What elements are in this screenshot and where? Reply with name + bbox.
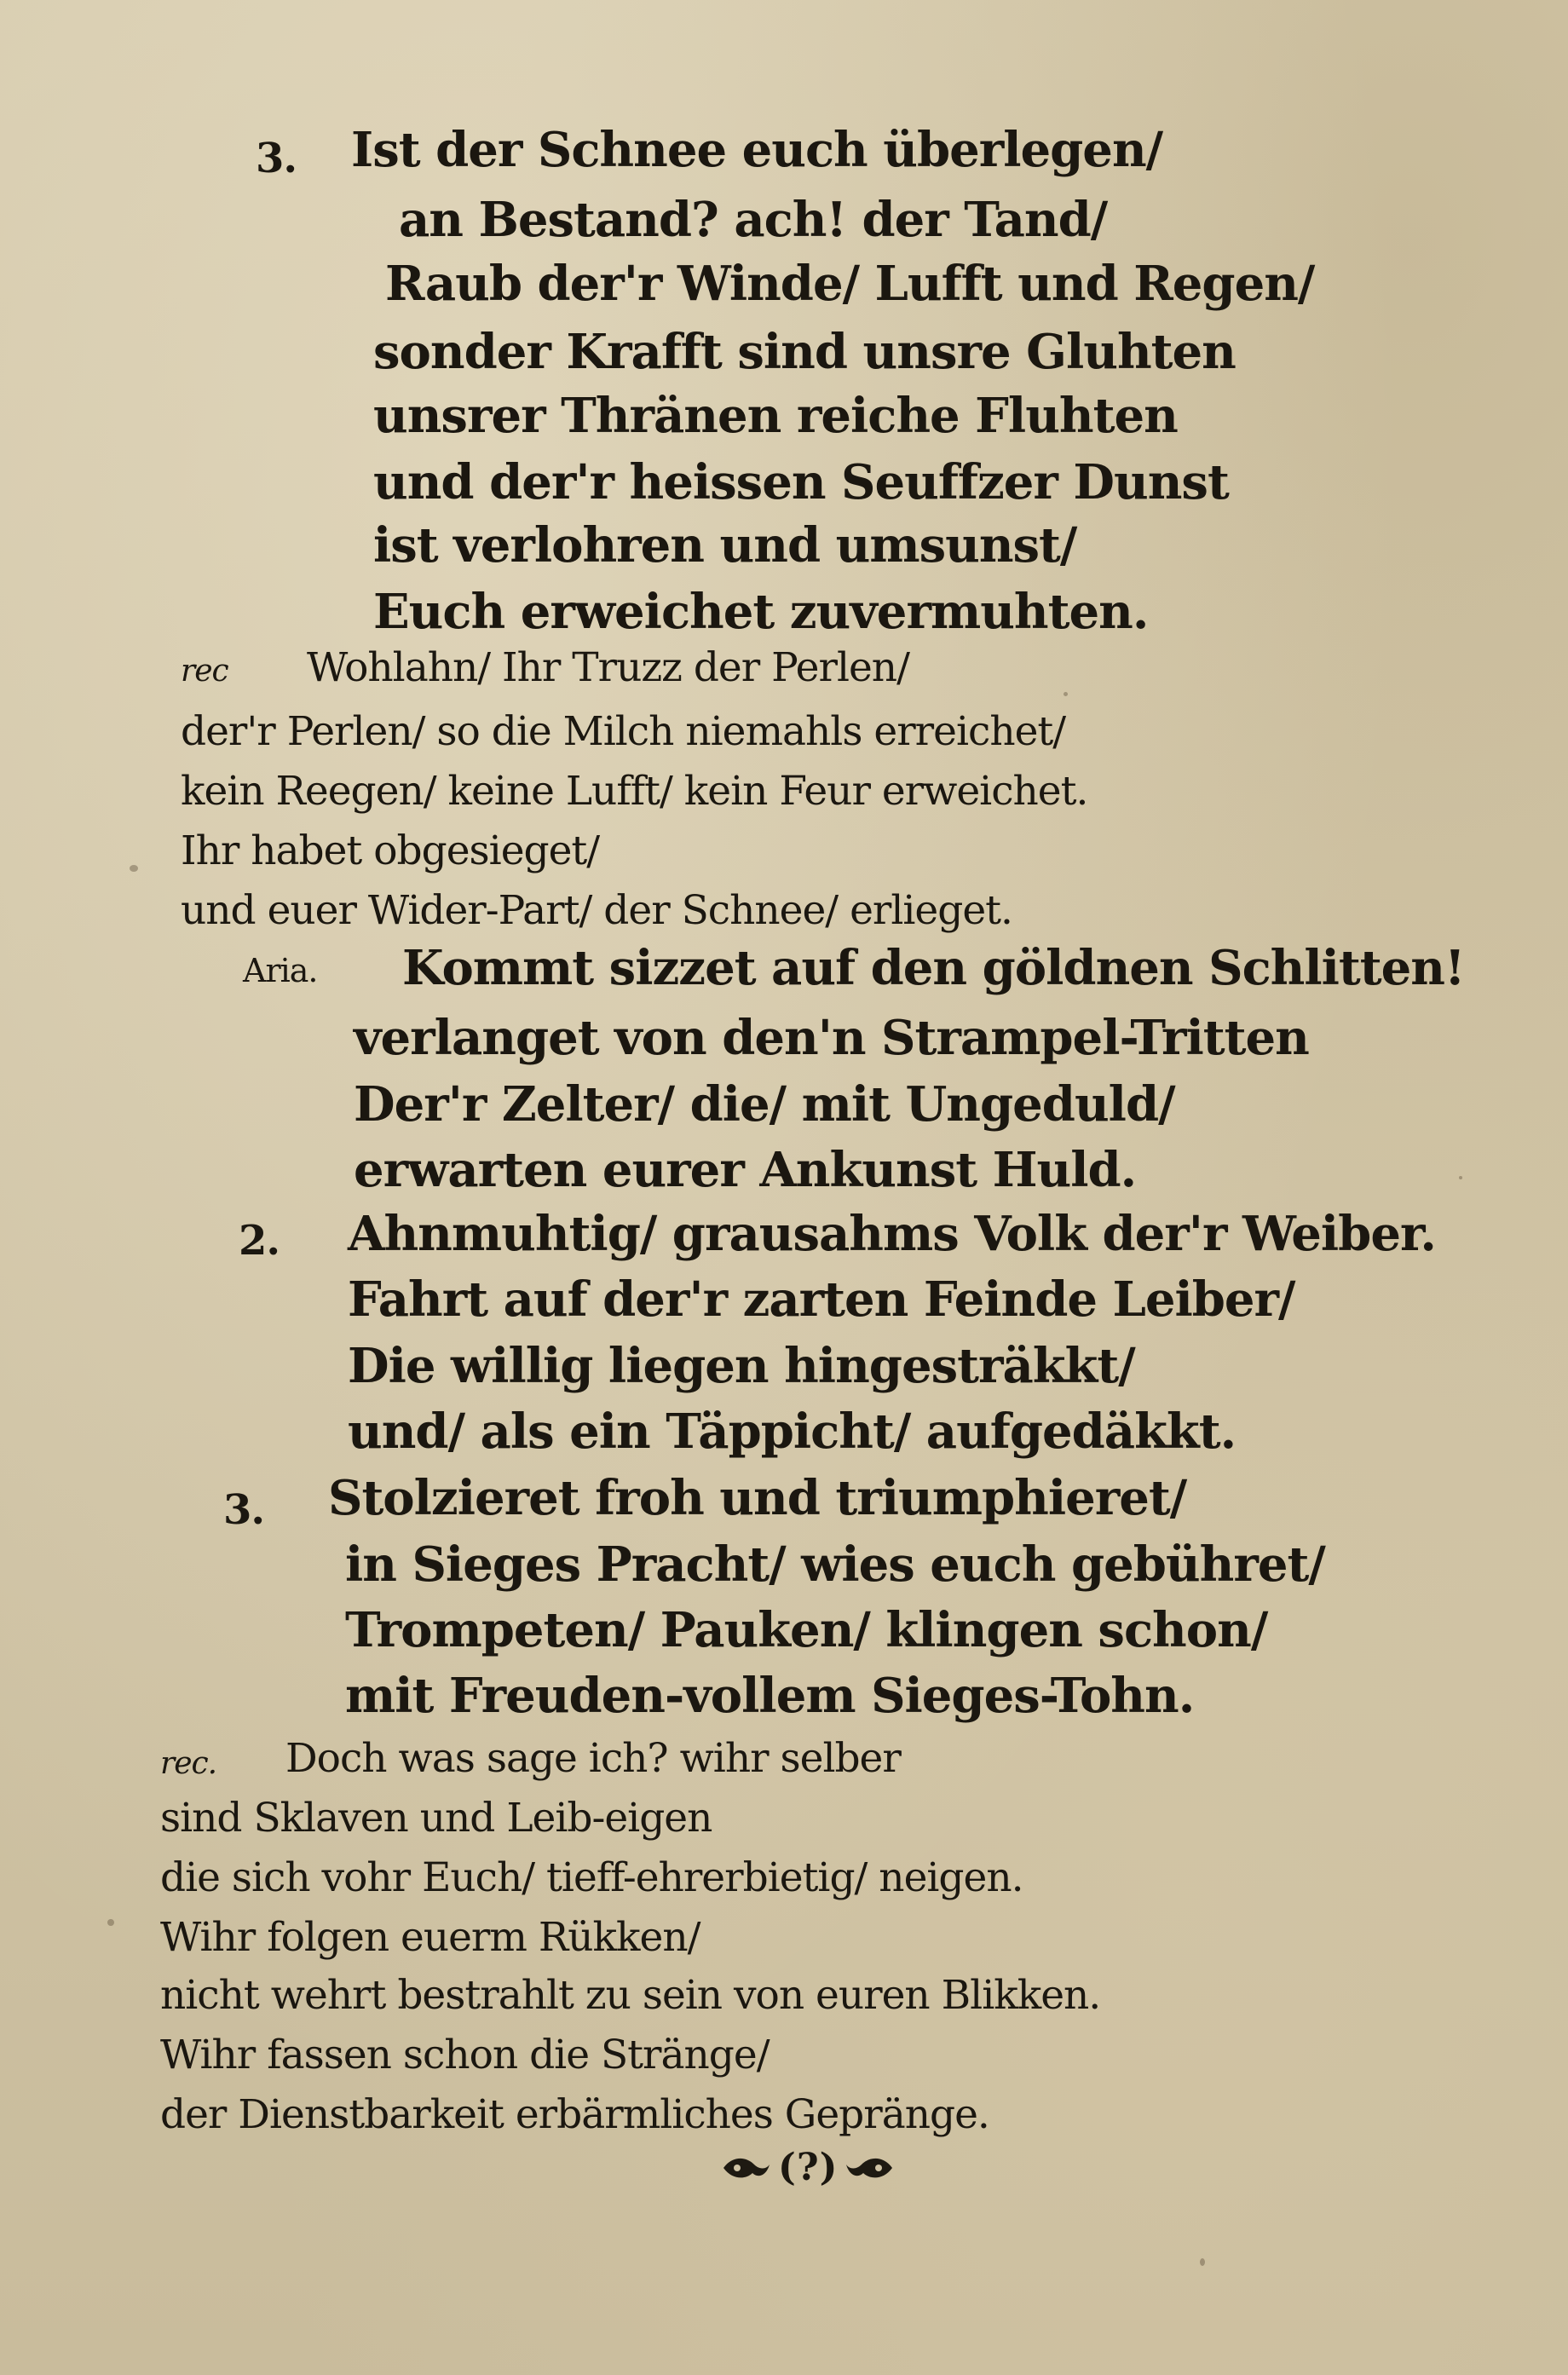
aria-line: Kommt sizzet auf den göldnen Schlitten! [402, 940, 1465, 996]
right-ornament-icon [843, 2153, 896, 2182]
recitative-line: Wihr fassen schon die Stränge/ [160, 2032, 770, 2078]
aria-line: Ahnmuhtig/ grausahms Volk der'r Weiber. [348, 1206, 1436, 1262]
aria-line: mit Freuden-vollem Sieges-Tohn. [345, 1668, 1195, 1724]
verse-line: unsrer Thränen reiche Fluhten [373, 388, 1178, 444]
recitative-line: Wihr folgen euerm Rükken/ [160, 1914, 700, 1961]
aria-line: in Sieges Pracht/ wies euch gebühret/ [345, 1536, 1325, 1593]
aria-line: Die willig liegen hingesträkkt/ [348, 1338, 1135, 1394]
aria-line: erwarten eurer Ankunst Huld. [354, 1142, 1137, 1198]
aria-line: Trompeten/ Pauken/ klingen schon/ [345, 1602, 1268, 1658]
paper-speck [1459, 1176, 1462, 1179]
aria-line: Stolzieret froh und triumphieret/ [328, 1470, 1187, 1526]
paper-speck [107, 1919, 114, 1926]
recitative-line: Doch was sage ich? wihr selber [285, 1735, 901, 1782]
aria-line: verlanget von den'n Strampel-Tritten [354, 1010, 1309, 1066]
signature-text: (?) [778, 2146, 839, 2189]
verse-number: 3. [256, 135, 297, 182]
verse-number: 2. [239, 1217, 280, 1265]
paper-speck [1064, 692, 1068, 696]
recitative-line: die sich vohr Euch/ tieff-ehrerbietig/ neigen. [160, 1854, 1023, 1901]
aria-line: und/ als ein Täppicht/ aufgedäkkt. [348, 1404, 1237, 1460]
verse-line: Ist der Schnee euch überlegen/ [351, 122, 1163, 178]
verse-line: Euch erweichet zuvermuhten. [373, 584, 1149, 640]
verse-line: Raub der'r Winde/ Lufft und Regen/ [385, 256, 1315, 312]
verse-line: ist verlohren und umsunst/ [373, 517, 1077, 574]
recitative-line: der'r Perlen/ so die Milch niemahls erreichet/ [181, 708, 1066, 755]
recitative-line: kein Reegen/ keine Lufft/ kein Feur erweichet. [181, 768, 1088, 815]
recitative-line: nicht wehrt bestrahlt zu sein von euren Blikken. [160, 1972, 1101, 2019]
aria-label: Aria. [243, 952, 318, 989]
verse-number: 3. [223, 1486, 265, 1534]
recitative-line: sind Sklaven und Leib-eigen [160, 1795, 712, 1842]
recitative-line: Ihr habet obgesieget/ [181, 827, 600, 874]
recitative-line: und euer Wider-Part/ der Schnee/ erlieget. [181, 887, 1012, 934]
aria-line: Fahrt auf der'r zarten Feinde Leiber/ [348, 1271, 1295, 1328]
verse-line: sonder Krafft sind unsre Gluhten [373, 324, 1236, 380]
aria-line: Der'r Zelter/ die/ mit Ungeduld/ [354, 1076, 1175, 1133]
recitative-label: rec. [160, 1746, 217, 1781]
left-ornament-icon [720, 2153, 773, 2182]
verse-line: an Bestand? ach! der Tand/ [399, 192, 1108, 248]
paper-speck [130, 865, 138, 872]
recitative-label: rec [181, 654, 228, 689]
signature-mark [720, 2146, 896, 2189]
paper-speck [1200, 2258, 1205, 2266]
recitative-line: Wohlahn/ Ihr Truzz der Perlen/ [307, 644, 909, 691]
recitative-line: der Dienstbarkeit erbärmliches Gepränge. [160, 2091, 989, 2138]
verse-line: und der'r heissen Seuffzer Dunst [373, 454, 1229, 510]
